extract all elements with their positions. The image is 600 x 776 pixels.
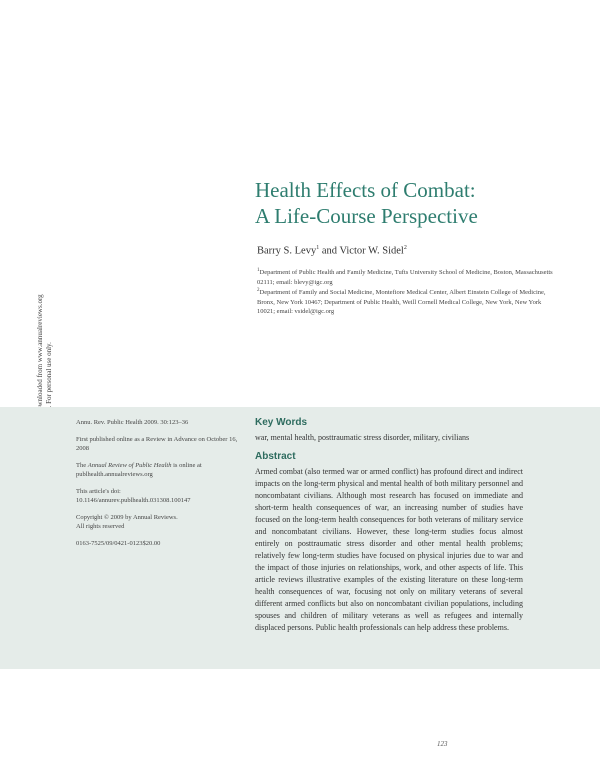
- page-number: 123: [437, 740, 448, 748]
- abstract-text: Armed combat (also termed war or armed conflict) has profound direct and indirect impacts on the long-term physical and mental health of both military personnel and noncombatant civilians. Although most research has focused on immediate and short-term health consequences of war, an increasing number of studies have focused on the long-term health consequences for both veterans of military service and noncombatant civilians. However, these long-term studies focus almost entirely on posttraumatic stress disorder and other mental health problems; relatively few long-term studies have focused on physical injuries due to war and the impact of those injuries on relationships, work, and other aspects of life. This article reviews illustrative examples of the existing literature on these long-term health consequences of war, focusing not only on military veterans of several different armed conflicts but also on noncombatant civilian populations, including spouses and children of military veterans as well as refugees and internally displaced persons. Public health professionals can help address these problems.: [255, 467, 523, 632]
- affiliation-2-text: Department of Family and Social Medicine, Montefiore Medical Center, Albert Einstein College of Medicine, Bronx, New York 10467; Department of Public Health, Weill Cornell Medical College, New York, New York 10021; email: vsidel@igc.org: [257, 289, 546, 316]
- affiliation-2-mark: 2: [257, 288, 260, 293]
- author-sidel-affil-mark: 2: [403, 245, 407, 251]
- copyright: Copyright © 2009 by Annual Reviews.: [76, 513, 178, 521]
- published-note: First published online as a Review in Advance on October 16, 2008: [76, 435, 238, 452]
- title-line1: Health Effects of Combat:: [255, 178, 476, 202]
- online-pre: The: [76, 461, 88, 469]
- keywords-text: war, mental health, posttraumatic stress disorder, military, civilians: [255, 433, 470, 442]
- doi-value: 10.1146/annurev.publhealth.031308.100147: [76, 497, 191, 504]
- citation: Annu. Rev. Public Health 2009. 30:123–36: [76, 419, 189, 426]
- author-sidel: Victor W. Sidel: [339, 245, 404, 257]
- affiliation-1: [257, 266, 557, 287]
- affiliation-1-text: Department of Public Health and Family Medicine, Tufts University School of Medicine, Boston, Massachusetts 02111; email: blevy@igc.org: [257, 269, 553, 286]
- keywords-heading: Key Words: [255, 417, 308, 428]
- author-levy: Barry S. Levy: [257, 245, 317, 257]
- online-post: is online at publhealth.annualreviews.org: [76, 461, 202, 478]
- copyright-block: [76, 513, 246, 532]
- doi-label: This article's doi:: [76, 487, 121, 495]
- issn: 0163-7525/09/0421-0123$20.00: [76, 539, 161, 547]
- rights: All rights reserved: [76, 523, 125, 530]
- publication-meta: [76, 418, 246, 555]
- abstract-heading: Abstract: [255, 451, 296, 462]
- author-list: [257, 245, 577, 257]
- author-join: and: [319, 245, 340, 257]
- affiliation-2: [257, 286, 557, 317]
- title-line2: A Life-Course Perspective: [255, 204, 478, 228]
- author-levy-affil-mark: 1: [316, 245, 320, 251]
- online-note: [76, 461, 246, 480]
- affiliation-1-mark: 1: [257, 268, 260, 273]
- article-title: [255, 177, 585, 229]
- doi-block: [76, 487, 246, 506]
- journal-name: Annual Review of Public Health: [87, 461, 172, 469]
